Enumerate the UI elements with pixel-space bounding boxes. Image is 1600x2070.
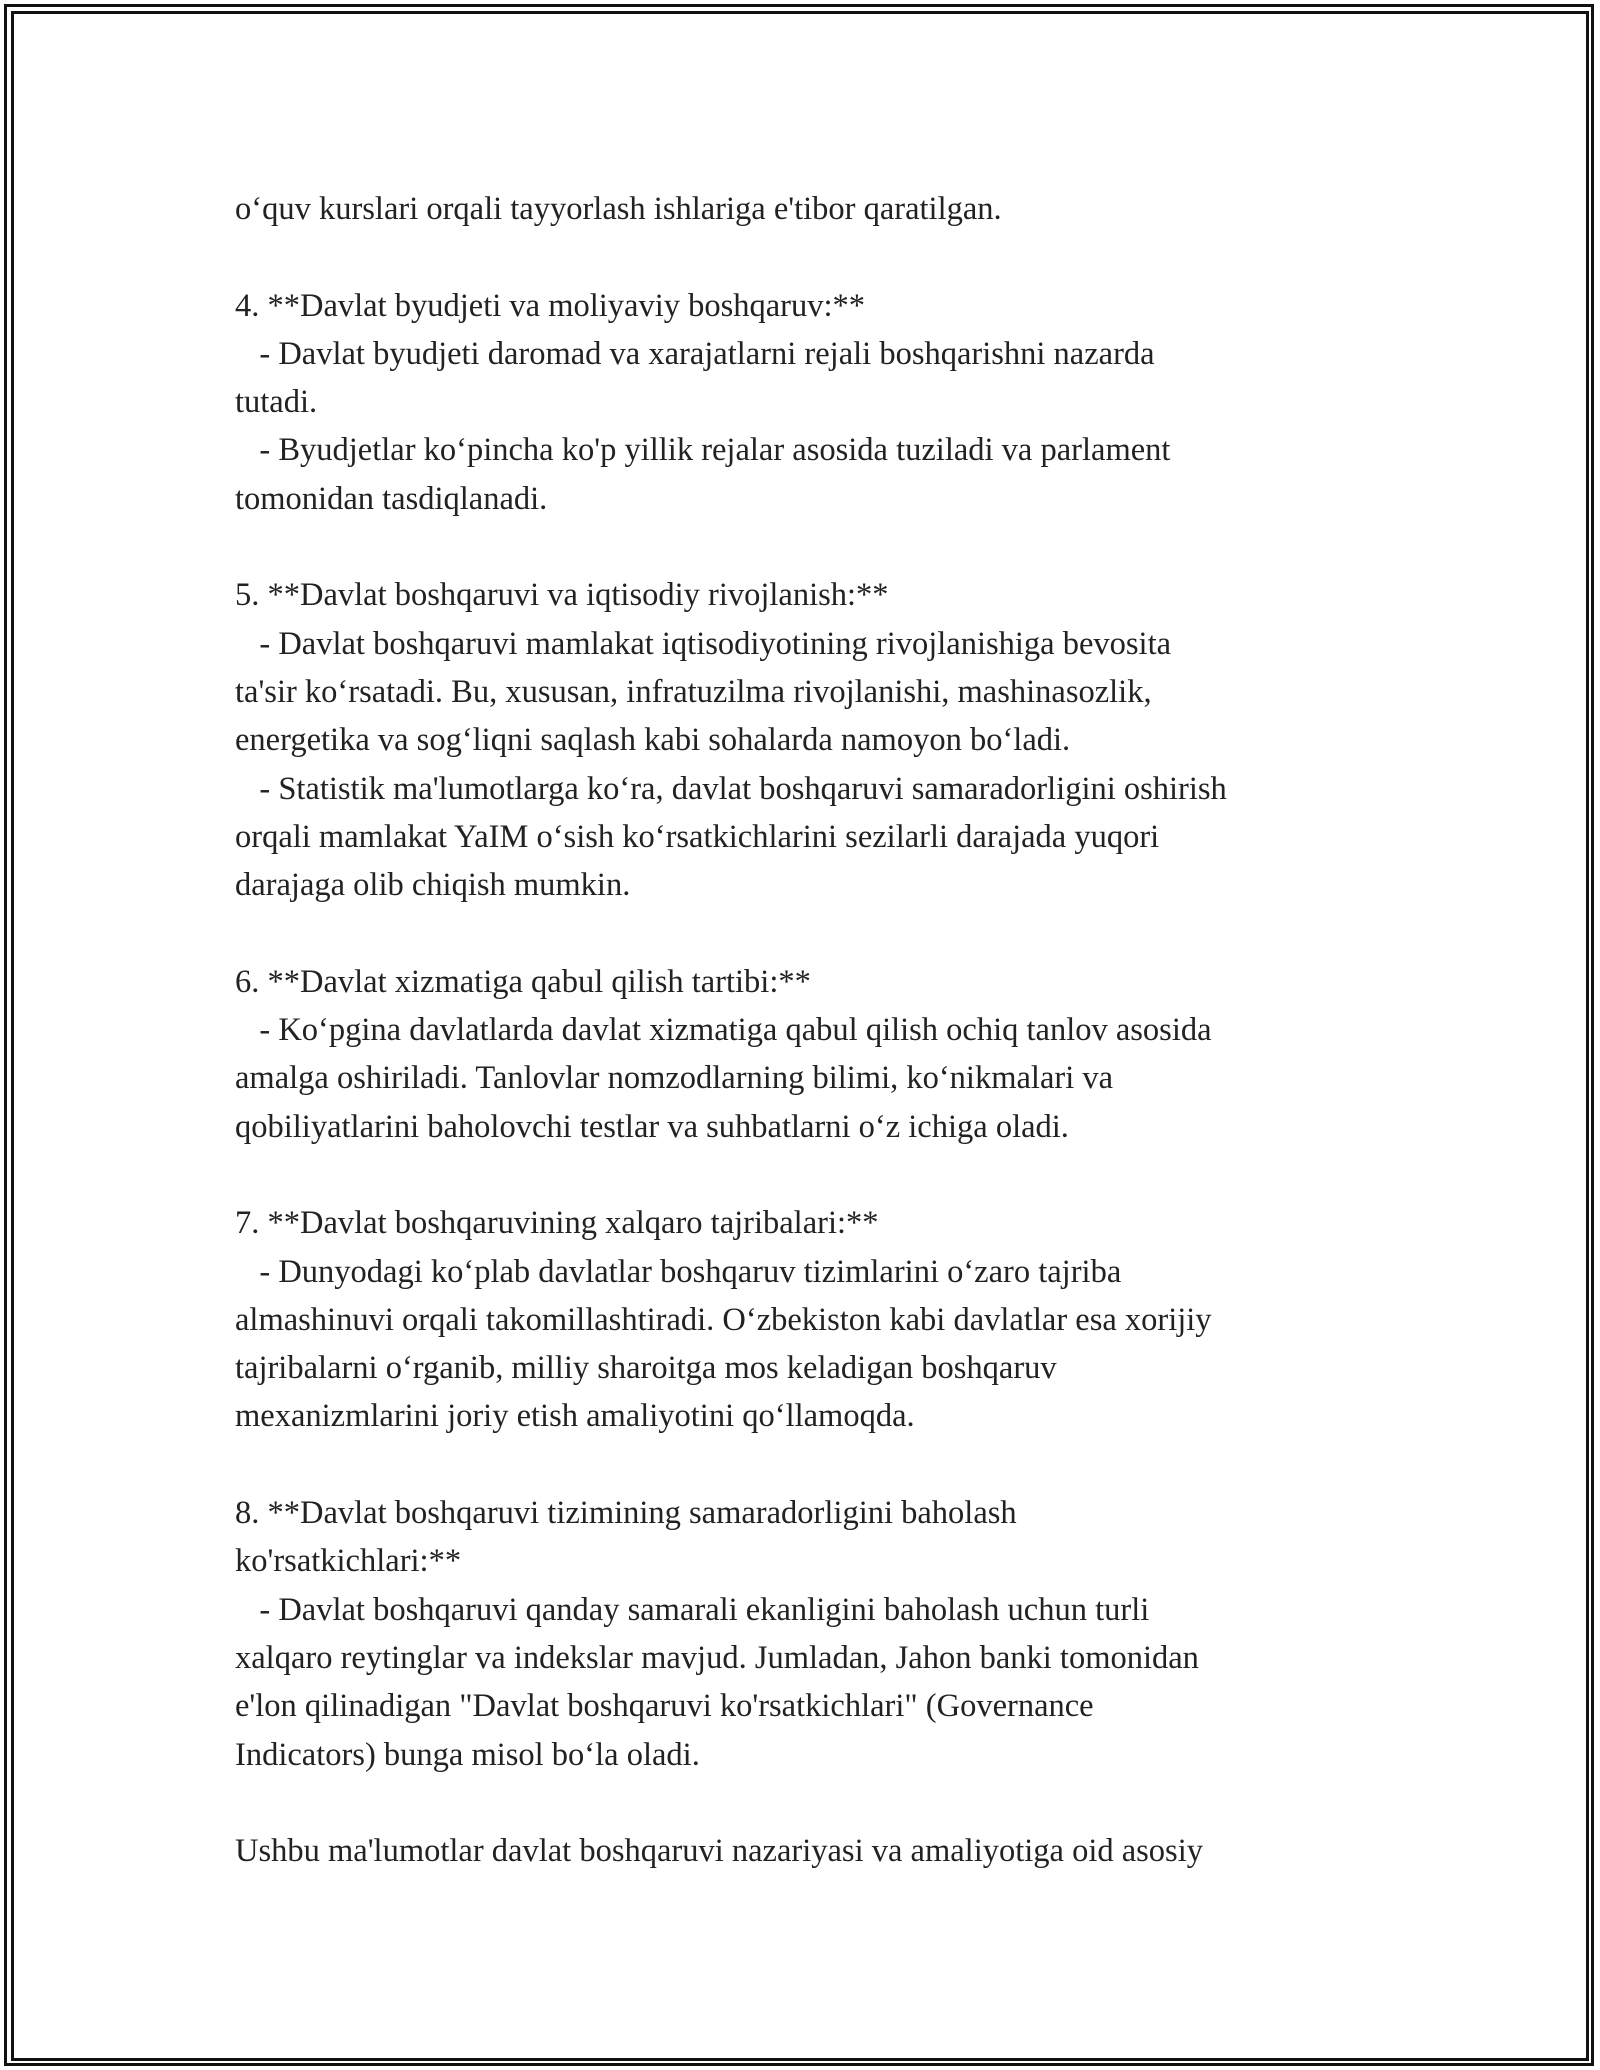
text-line: tomonidan tasdiqlanadi.	[235, 480, 548, 517]
text-line: - Davlat boshqaruvi qanday samarali ekanligini baholash uchun turli	[235, 1591, 1150, 1628]
text-line: - Statistik ma'lumotlarga ko‘ra, davlat boshqaruvi samaradorligini oshirish	[235, 770, 1227, 807]
text-line: o‘quv kurslari orqali tayyorlash ishlariga e'tibor qaratilgan.	[235, 191, 1002, 227]
text-line: - Davlat boshqaruvi mamlakat iqtisodiyotining rivojlanishiga bevosita	[235, 625, 1172, 662]
document-body	[235, 185, 1405, 1875]
section-heading: 4. **Davlat byudjeti va moliyaviy boshqaruv:**	[235, 287, 866, 324]
text-line: tutadi.	[235, 384, 318, 421]
text-line: Ushbu ma'lumotlar davlat boshqaruvi nazariyasi va amaliyotiga oid asosiy	[235, 1833, 1203, 1870]
text-line: - Ko‘pgina davlatlarda davlat xizmatiga qabul qilish ochiq tanlov asosida	[235, 1012, 1212, 1049]
section-heading: 8. **Davlat boshqaruvi tizimining samaradorligini baholash	[235, 1495, 1017, 1532]
section-heading: 5. **Davlat boshqaruvi va iqtisodiy rivojlanish:**	[235, 577, 889, 614]
text-line: tajribalarni o‘rganib, milliy sharoitga mos keladigan boshqaruv	[235, 1350, 1057, 1387]
text-line: Indicators) bunga misol bo‘la oladi.	[235, 1736, 700, 1773]
text-line: orqali mamlakat YaIM o‘sish ko‘rsatkichlarini sezilarli darajada yuqori	[235, 818, 1160, 855]
text-line: ta'sir ko‘rsatadi. Bu, xususan, infratuzilma rivojlanishi, mashinasozlik,	[235, 673, 1152, 710]
text-line: almashinuvi orqali takomillashtiradi. O‘zbekiston kabi davlatlar esa xorijiy	[235, 1301, 1212, 1338]
section-heading: ko'rsatkichlari:**	[235, 1543, 462, 1580]
blank-line	[235, 523, 1405, 571]
text-line: - Dunyodagi ko‘plab davlatlar boshqaruv tizimlarini o‘zaro tajriba	[235, 1253, 1122, 1290]
text-line: xalqaro reytinglar va indekslar mavjud. Jumladan, Jahon banki tomonidan	[235, 1639, 1199, 1676]
text-line: darajaga olib chiqish mumkin.	[235, 867, 631, 904]
section-heading: 6. **Davlat xizmatiga qabul qilish tartibi:**	[235, 963, 811, 1000]
blank-line	[235, 1779, 1405, 1827]
text-line: - Davlat byudjeti daromad va xarajatlarni rejali boshqarishni nazarda	[235, 335, 1155, 372]
text-line: mexanizmlarini joriy etish amaliyotini qo‘llamoqda.	[235, 1398, 915, 1435]
text-line: amalga oshiriladi. Tanlovlar nomzodlarning bilimi, ko‘nikmalari va	[235, 1060, 1114, 1097]
section-heading: 7. **Davlat boshqaruvining xalqaro tajribalari:**	[235, 1205, 879, 1242]
text-line: energetika va sog‘liqni saqlash kabi sohalarda namoyon bo‘ladi.	[235, 722, 1071, 759]
blank-line	[235, 1441, 1405, 1489]
blank-line	[235, 233, 1405, 281]
text-line: qobiliyatlarini baholovchi testlar va suhbatlarni o‘z ichiga oladi.	[235, 1108, 1069, 1145]
blank-line	[235, 909, 1405, 957]
text-line: - Byudjetlar ko‘pincha ko'p yillik rejalar asosida tuziladi va parlament	[235, 432, 1171, 469]
text-line: e'lon qilinadigan "Davlat boshqaruvi ko'rsatkichlari" (Governance	[235, 1688, 1094, 1725]
blank-line	[235, 1151, 1405, 1199]
